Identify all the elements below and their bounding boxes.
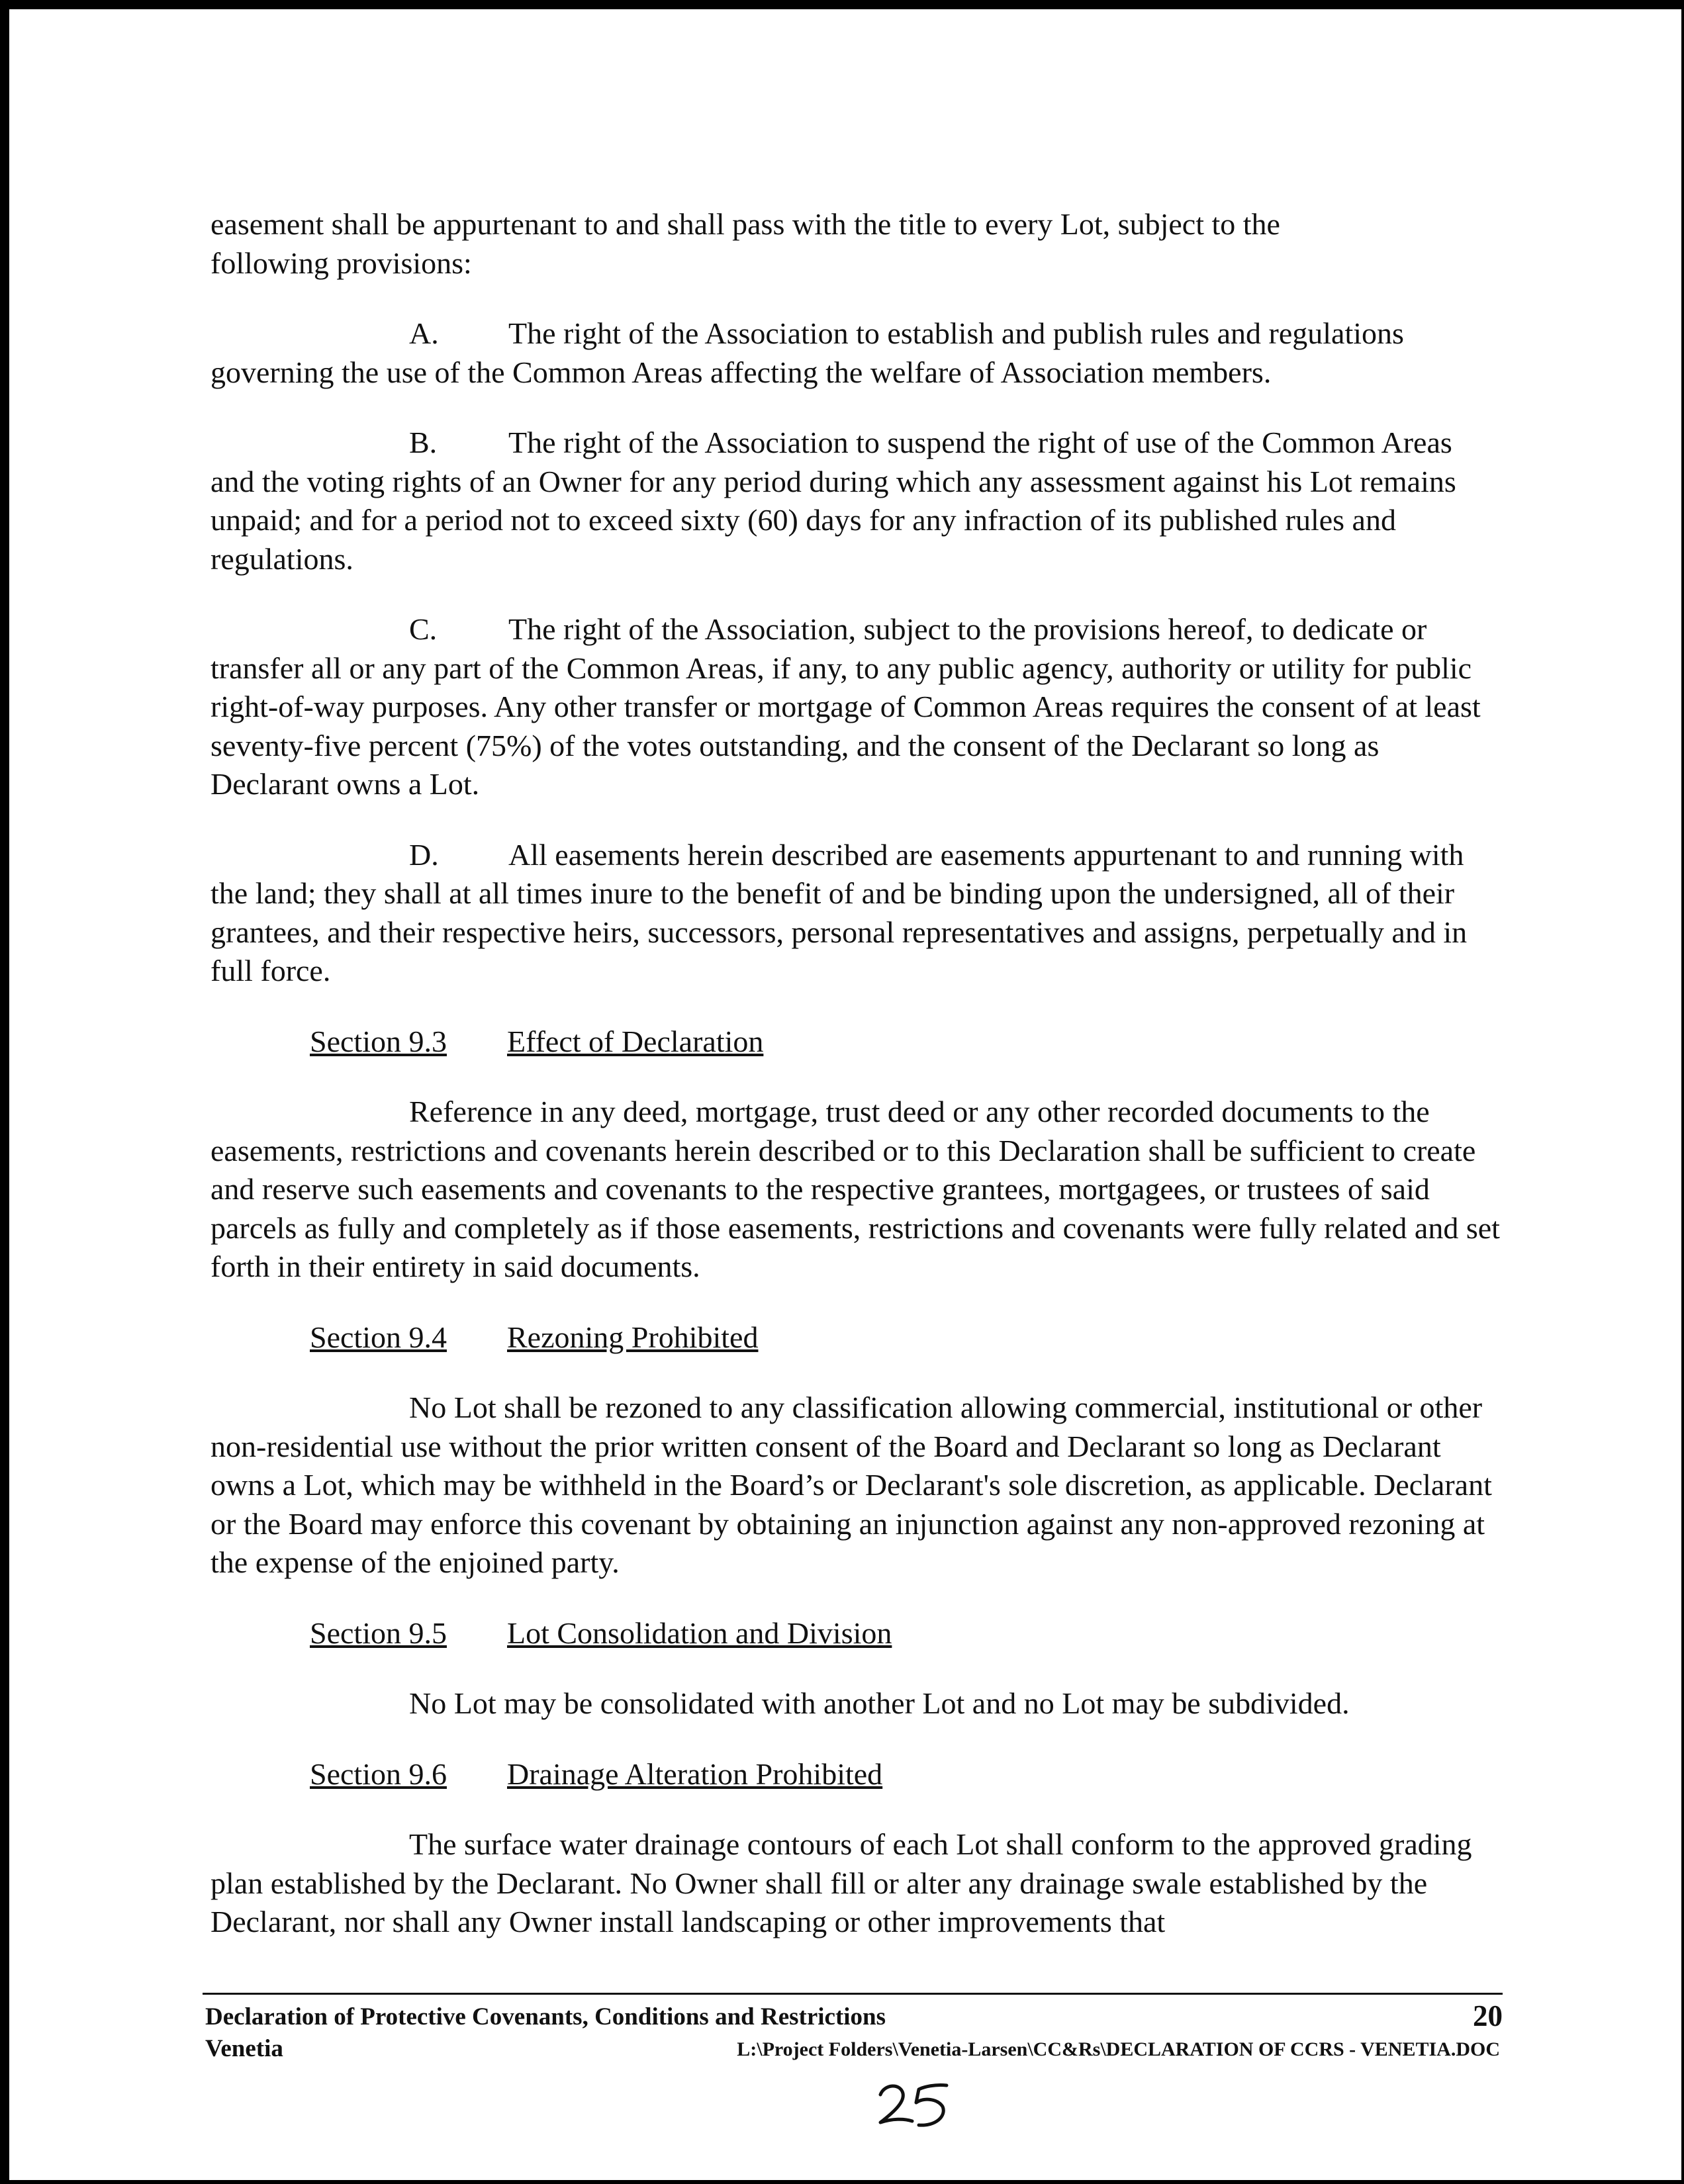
footer-file-path: L:\Project Folders\Venetia-Larsen\CC&Rs\DECLARATION OF CCRS - VENETIA.DOC bbox=[737, 2038, 1500, 2060]
section-title: Drainage Alteration Prohibited bbox=[507, 1756, 883, 1791]
section-number: Section 9.3 bbox=[310, 1024, 447, 1058]
provision-letter: B. bbox=[409, 426, 438, 459]
document-body bbox=[210, 205, 1501, 1942]
provision-text: All easements herein described are easements appurtenant to and running with the land; they shall at all times inure to the benefit of and be binding upon the undersigned, all of their grantees, and their respective heirs, successors, personal representatives and assigns, perpetually and in full force. bbox=[210, 837, 1468, 987]
scan-border-top bbox=[0, 0, 1684, 9]
section-number: Section 9.6 bbox=[310, 1756, 447, 1791]
section-heading-9-6 bbox=[210, 1755, 1501, 1794]
provision-item-b bbox=[210, 424, 1501, 578]
provision-item-a bbox=[210, 314, 1501, 392]
provision-item-d bbox=[210, 836, 1501, 991]
footer-project-name: Venetia bbox=[205, 2035, 283, 2062]
provision-text: The right of the Association to suspend the right of use of the Common Areas and the voting rights of an Owner for any period during which any assessment against his Lot remains unpaid; and for a period not to exceed sixty (60) days for any infraction of its published rules and regulations. bbox=[210, 426, 1456, 576]
section-title: Lot Consolidation and Division bbox=[507, 1615, 892, 1650]
intro-paragraph: easement shall be appurtenant to and shall pass with the title to every Lot, subject to the following provisions: bbox=[210, 207, 1280, 280]
scan-border-bottom bbox=[0, 2180, 1684, 2184]
provision-text: The right of the Association, subject to the provisions hereof, to dedicate or transfer all or any part of the Common Areas, if any, to any public agency, authority or utility for public right-of-way purposes. Any other transfer or mortgage of Common Areas requires the consent of at least seventy-five percent (75%) of the votes outstanding, and the consent of the Declarant so long as Declarant owns a Lot. bbox=[210, 612, 1481, 801]
handwritten-page-number bbox=[872, 2075, 952, 2134]
section-body-9-3: Reference in any deed, mortgage, trust deed or any other recorded documents to the easements, restrictions and covenants herein described or to this Declaration shall be sufficient to create and reserve such easements and covenants to the respective grantees, mortgagees, or trustees of said parcels as fully and completely as if those easements, restrictions and covenants were fully related and set forth in their entirety in said documents. bbox=[210, 1095, 1500, 1283]
section-body-9-6: The surface water drainage contours of each Lot shall conform to the approved grading plan established by the Declarant. No Owner shall fill or alter any drainage swale established by the Declarant, nor shall any Owner install landscaping or other improvements that bbox=[210, 1827, 1472, 1938]
section-body-9-5: No Lot may be consolidated with another Lot and no Lot may be subdivided. bbox=[409, 1686, 1350, 1720]
footer-divider bbox=[203, 1993, 1503, 1995]
footer-title: Declaration of Protective Covenants, Conditions and Restrictions bbox=[205, 2003, 886, 2030]
section-title: Rezoning Prohibited bbox=[507, 1320, 759, 1354]
section-body-9-4: No Lot shall be rezoned to any classification allowing commercial, institutional or other non-residential use without the prior written consent of the Board and Declarant so long as Declarant owns a Lot, which may be withheld in the Board’s or Declarant's sole discretion, as applicable. Declarant or the Board may enforce this covenant by obtaining an injunction against any non-approved rezoning at the expense of the enjoined party. bbox=[210, 1390, 1492, 1579]
section-heading-9-5 bbox=[210, 1614, 1501, 1653]
scan-border-right bbox=[1681, 0, 1684, 2184]
page-number: 20 bbox=[1473, 1999, 1503, 2032]
provision-item-c bbox=[210, 610, 1501, 804]
section-heading-9-3 bbox=[210, 1023, 1501, 1062]
scan-border-left bbox=[0, 0, 9, 2184]
section-number: Section 9.4 bbox=[310, 1320, 447, 1354]
provision-letter: A. bbox=[409, 316, 439, 350]
section-number: Section 9.5 bbox=[310, 1615, 447, 1650]
provision-letter: C. bbox=[409, 612, 438, 646]
section-title: Effect of Declaration bbox=[507, 1024, 764, 1058]
provision-text: The right of the Association to establish and publish rules and regulations governing the use of the Common Areas affecting the welfare of Association members. bbox=[210, 316, 1404, 389]
provision-letter: D. bbox=[409, 837, 439, 872]
section-heading-9-4 bbox=[210, 1318, 1501, 1357]
